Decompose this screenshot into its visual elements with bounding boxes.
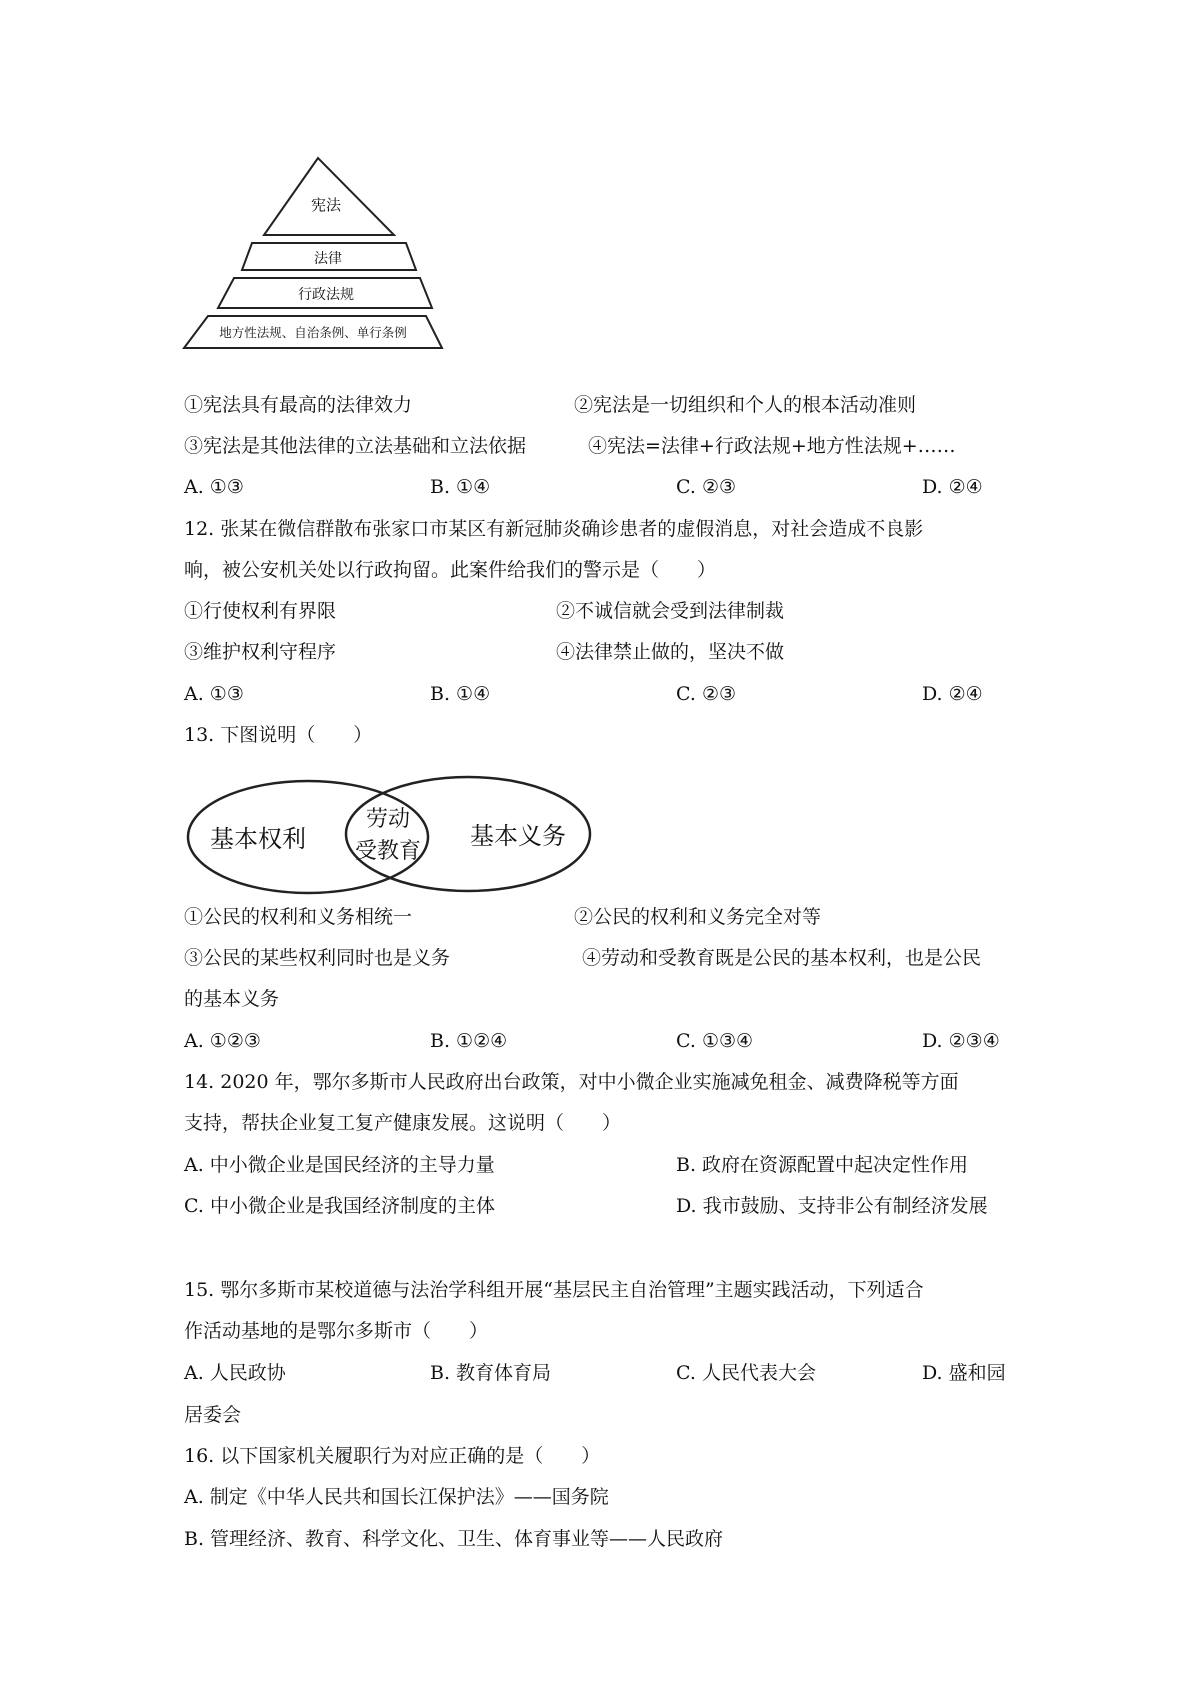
q12-option-1: ①行使权利有界限: [184, 600, 337, 622]
pyramid-label-local-regulations: 地方性法规、自治条例、单行条例: [219, 325, 407, 340]
venn-label-rights: 基本权利: [210, 825, 306, 853]
q15-stem-line-1: 15. 鄂尔多斯市某校道德与法治学科组开展“基层民主自治管理”主题实践活动，下列适合: [184, 1279, 924, 1301]
q14-choice-c: C. 中小微企业是我国经济制度的主体: [184, 1195, 495, 1217]
q13-option-2: ②公民的权利和义务完全对等: [574, 906, 822, 928]
q13-option-1: ①公民的权利和义务相统一: [184, 906, 413, 928]
q11-choice-b: B. ①④: [430, 476, 491, 498]
q13-stem: 13. 下图说明（ ）: [184, 724, 373, 746]
q13-choice-d: D. ②③④: [922, 1030, 1000, 1052]
q16-choice-a: A. 制定《中华人民共和国长江保护法》——国务院: [184, 1486, 609, 1508]
q12-stem-line-1: 12. 张某在微信群散布张家口市某区有新冠肺炎确诊患者的虚假消息，对社会造成不良影: [184, 518, 924, 540]
q14-stem-line-2: 支持，帮扶企业复工复产健康发展。这说明（ ）: [184, 1112, 622, 1134]
q12-option-4: ④法律禁止做的，坚决不做: [556, 641, 785, 663]
q13-choice-a: A. ①②③: [184, 1030, 261, 1052]
q16-stem: 16. 以下国家机关履职行为对应正确的是（ ）: [184, 1445, 601, 1467]
q12-choice-c: C. ②③: [676, 683, 737, 705]
q11-option-1: ①宪法具有最高的法律效力: [184, 394, 413, 416]
q13-option-4: ④劳动和受教育既是公民的基本权利，也是公民: [582, 947, 982, 969]
q15-stem-line-2: 作活动基地的是鄂尔多斯市（ ）: [184, 1320, 489, 1342]
q15-choice-d-continued: 居委会: [184, 1404, 242, 1426]
q12-option-2: ②不诚信就会受到法律制裁: [556, 600, 785, 622]
q11-choice-c: C. ②③: [676, 476, 737, 498]
q15-choice-c: C. 人民代表大会: [676, 1362, 816, 1384]
q16-choice-b: B. 管理经济、教育、科学文化、卫生、体育事业等——人民政府: [184, 1528, 724, 1550]
q13-option-4-continued: 的基本义务: [184, 988, 280, 1010]
q11-option-3: ③宪法是其他法律的立法基础和立法依据: [184, 435, 527, 457]
q11-option-4: ④宪法=法律+行政法规+地方性法规+……: [588, 435, 956, 457]
q15-choice-a: A. 人民政协: [184, 1362, 286, 1384]
pyramid-label-constitution: 宪法: [310, 196, 342, 214]
q13-choice-c: C. ①③④: [676, 1030, 754, 1052]
q15-choice-b: B. 教育体育局: [430, 1362, 552, 1384]
q11-choice-d: D. ②④: [922, 476, 983, 498]
q14-choice-b: B. 政府在资源配置中起决定性作用: [676, 1154, 969, 1176]
rights-duties-venn-diagram: [186, 774, 596, 900]
pyramid-label-law: 法律: [314, 251, 342, 267]
q14-choice-a: A. 中小微企业是国民经济的主导力量: [184, 1154, 495, 1176]
venn-label-center-top: 劳动: [365, 807, 411, 832]
q12-option-3: ③维护权利守程序: [184, 641, 337, 663]
venn-label-center-bottom: 受教育: [354, 839, 422, 864]
q11-option-2: ②宪法是一切组织和个人的根本活动准则: [574, 394, 917, 416]
q15-choice-d: D. 盛和园: [922, 1362, 1006, 1384]
q12-choice-b: B. ①④: [430, 683, 491, 705]
pyramid-label-admin-regulations: 行政法规: [298, 287, 354, 303]
q13-choice-b: B. ①②④: [430, 1030, 508, 1052]
q13-option-3: ③公民的某些权利同时也是义务: [184, 947, 451, 969]
q12-choice-d: D. ②④: [922, 683, 983, 705]
venn-label-duties: 基本义务: [470, 822, 566, 850]
q12-choice-a: A. ①③: [184, 683, 244, 705]
q12-stem-line-2: 响，被公安机关处以行政拘留。此案件给我们的警示是（ ）: [184, 559, 717, 581]
q14-choice-d: D. 我市鼓励、支持非公有制经济发展: [676, 1195, 988, 1217]
q14-stem-line-1: 14. 2020 年，鄂尔多斯市人民政府出台政策，对中小微企业实施减免租金、减费降税等方面: [184, 1071, 959, 1093]
q11-choice-a: A. ①③: [184, 476, 244, 498]
legal-hierarchy-pyramid: [180, 150, 480, 370]
